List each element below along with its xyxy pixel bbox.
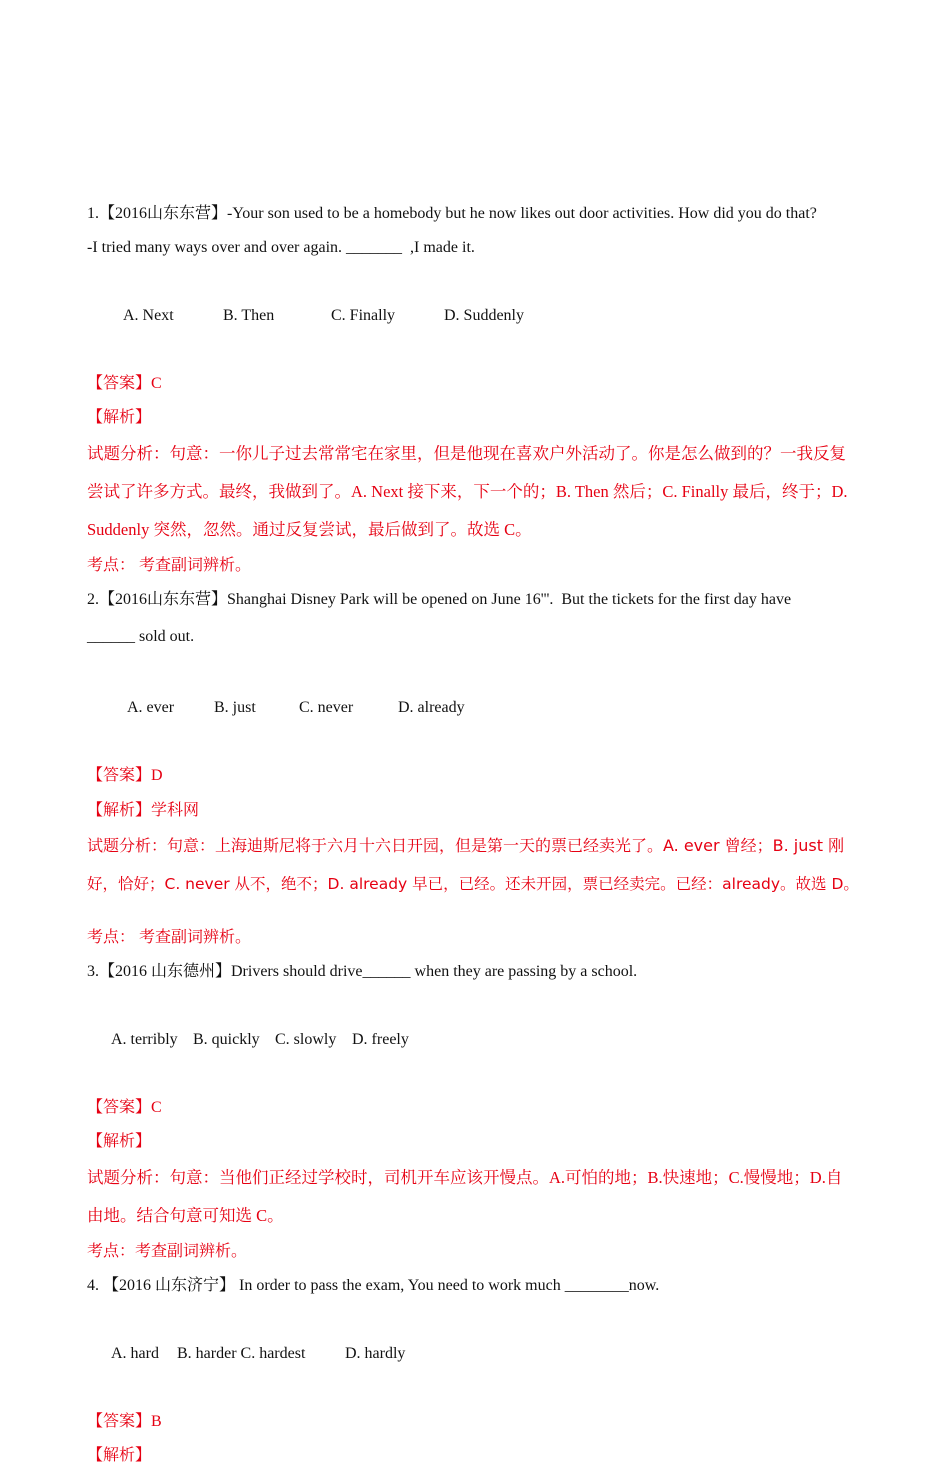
analysis-label: 【解析】学科网 [87, 800, 200, 819]
question-3 [87, 955, 877, 1269]
answer-key: 【答案】B [87, 1413, 162, 1430]
question-stem: -I tried many ways over and over again. _______ ,I made it. [87, 239, 475, 256]
question-stem: ______ sold out. [87, 628, 195, 645]
knowledge-point: 考点： 考查副词辨析。 [87, 557, 252, 574]
analysis-text: 尝试了许多方式。最终，我做到了。A. Next 接下来，下一个的；B. Then 然后；C. Finally 最后，终于；D. [87, 482, 848, 501]
option: A. terribly [111, 1031, 178, 1048]
option: D. hardly [345, 1345, 406, 1362]
answer-key: 【答案】C [87, 375, 162, 392]
analysis-text: 好，恰好；C. never 从不，绝不；D. already 早已，已经。还未开园，票已经卖完。已经：already。故选 D。 [87, 875, 859, 893]
answer-key: 【答案】C [87, 1099, 162, 1116]
option: D. already [398, 699, 465, 716]
analysis-label: 【解析】 [87, 1133, 152, 1150]
option: A. ever [127, 699, 175, 716]
analysis-text: Suddenly 突然，忽然。通过反复尝试，最后做到了。故选 C。 [87, 520, 532, 539]
analysis-text: 试题分析：句意：一你儿子过去常常宅在家里，但是他现在喜欢户外活动了。你是怎么做到的？一我反复 [87, 444, 846, 463]
question-stem: 1.【2016山东东营】-Your son used to be a homebody but he now likes out door activities. How did you do that? [87, 205, 817, 222]
question-2 [87, 583, 877, 955]
option: B. just [214, 699, 256, 716]
option: D. Suddenly [444, 307, 524, 324]
option: B. harder C. hardest [177, 1345, 306, 1362]
document-page [87, 197, 877, 1473]
analysis-label: 【解析】 [87, 409, 152, 426]
question-1 [87, 197, 877, 583]
analysis-text: 试题分析：句意：当他们正经过学校时，司机开车应该开慢点。A.可怕的地；B.快速地；C.慢慢地；D.自 [87, 1168, 843, 1187]
answer-key: 【答案】D [87, 767, 163, 784]
option: C. never [299, 699, 354, 716]
option: A. hard [111, 1345, 159, 1362]
analysis-label: 【解析】 [87, 1447, 152, 1464]
option: B. quickly [193, 1031, 260, 1048]
option: C. slowly [275, 1031, 337, 1048]
question-stem: 4. 【2016 山东济宁】 In order to pass the exam, You need to work much ________now. [87, 1277, 660, 1294]
question-stem: 2.【2016山东东营】Shanghai Disney Park will be opened on June 16'''. But the tickets for the first day have [87, 591, 792, 608]
answer-options [87, 1303, 877, 1405]
question-4 [87, 1269, 877, 1473]
analysis-text: 由地。结合句意可知选 C。 [87, 1206, 284, 1225]
answer-options [87, 989, 877, 1091]
knowledge-point: 考点：考查副词辨析。 [87, 1243, 248, 1260]
answer-options [87, 265, 877, 367]
option: B. Then [223, 307, 275, 324]
analysis-text: 试题分析：句意：上海迪斯尼将于六月十六日开园，但是第一天的票已经卖光了。A. ever 曾经；B. just 刚 [87, 836, 845, 855]
option: A. Next [123, 307, 174, 324]
answer-options [87, 657, 877, 759]
question-stem: 3.【2016 山东德州】Drivers should drive______ when they are passing by a school. [87, 963, 638, 980]
option: C. Finally [331, 307, 396, 324]
knowledge-point: 考点： 考查副词辨析。 [87, 929, 252, 946]
option: D. freely [352, 1031, 409, 1048]
